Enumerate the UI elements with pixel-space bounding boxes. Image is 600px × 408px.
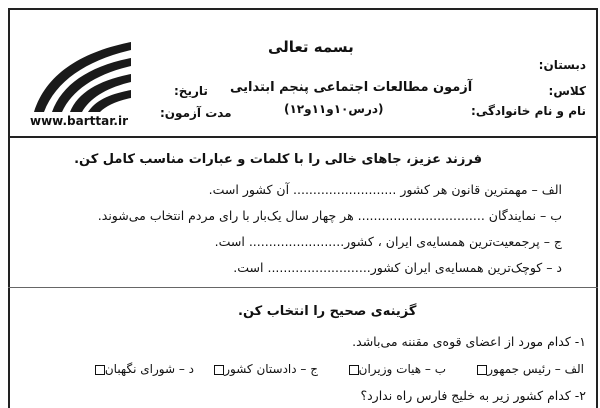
- fill-item-alef: الف – مهمترین قانون هر کشور .......................... آن کشور است.: [208, 182, 562, 197]
- section2-instruction: گزینه‌ی صحیح را انتخاب کن.: [238, 304, 417, 319]
- option-label: ج – دادستان کشور: [224, 362, 318, 376]
- option-label: ب – هیات وزیران: [358, 362, 446, 376]
- barttar-logo-icon: [26, 34, 136, 114]
- checkbox-icon[interactable]: [214, 365, 224, 375]
- q1-option-dal[interactable]: [92, 362, 194, 376]
- fill-item-be: ب – نمایندگان ................................ هر چهار سال یک‌بار با رای مردم انتخاب می‌شوند.: [97, 208, 562, 223]
- header-divider: [8, 136, 598, 138]
- school-label: دبستان:: [538, 58, 586, 72]
- checkbox-icon[interactable]: [477, 365, 487, 375]
- section1-instruction: فرزند عزیز، جاهای خالی را با کلمات و عبارات مناسب کامل کن.: [74, 152, 482, 167]
- checkbox-icon[interactable]: [95, 365, 105, 375]
- basmala: بسمه تعالی: [268, 38, 354, 56]
- website-url: www.barttar.ir: [30, 114, 129, 128]
- class-label: کلاس:: [548, 84, 586, 98]
- question-1: ۱- کدام مورد از اعضای قوه‌ی مقننه می‌باشد.: [352, 334, 586, 349]
- q1-option-be[interactable]: [346, 362, 446, 376]
- option-label: الف – رئیس جمهور: [487, 362, 584, 376]
- exam-lessons: (درس۱۰و۱۱و۱۲): [284, 102, 384, 116]
- exam-title: آزمون مطالعات اجتماعی پنجم ابتدایی: [230, 80, 473, 95]
- date-label: تاریخ:: [174, 84, 208, 98]
- question-2: ۲- کدام کشور زیر به خلیج فارس راه ندارد؟: [360, 388, 586, 403]
- q1-option-alef[interactable]: [474, 362, 584, 376]
- duration-label: مدت آزمون:: [160, 106, 232, 120]
- checkbox-icon[interactable]: [349, 365, 359, 375]
- student-name-label: نام و نام خانوادگی:: [471, 104, 586, 118]
- option-label: د – شورای نگهبان: [104, 362, 194, 376]
- fill-item-dal: د – کوچک‌ترین همسایه‌ی ایران کشور.......................... است.: [233, 260, 562, 275]
- q1-option-jim[interactable]: [211, 362, 318, 376]
- section-divider: [8, 287, 598, 288]
- fill-item-jim: ج – پرجمعیت‌ترین همسایه‌ی ایران ، کشور........................ است.: [214, 234, 562, 249]
